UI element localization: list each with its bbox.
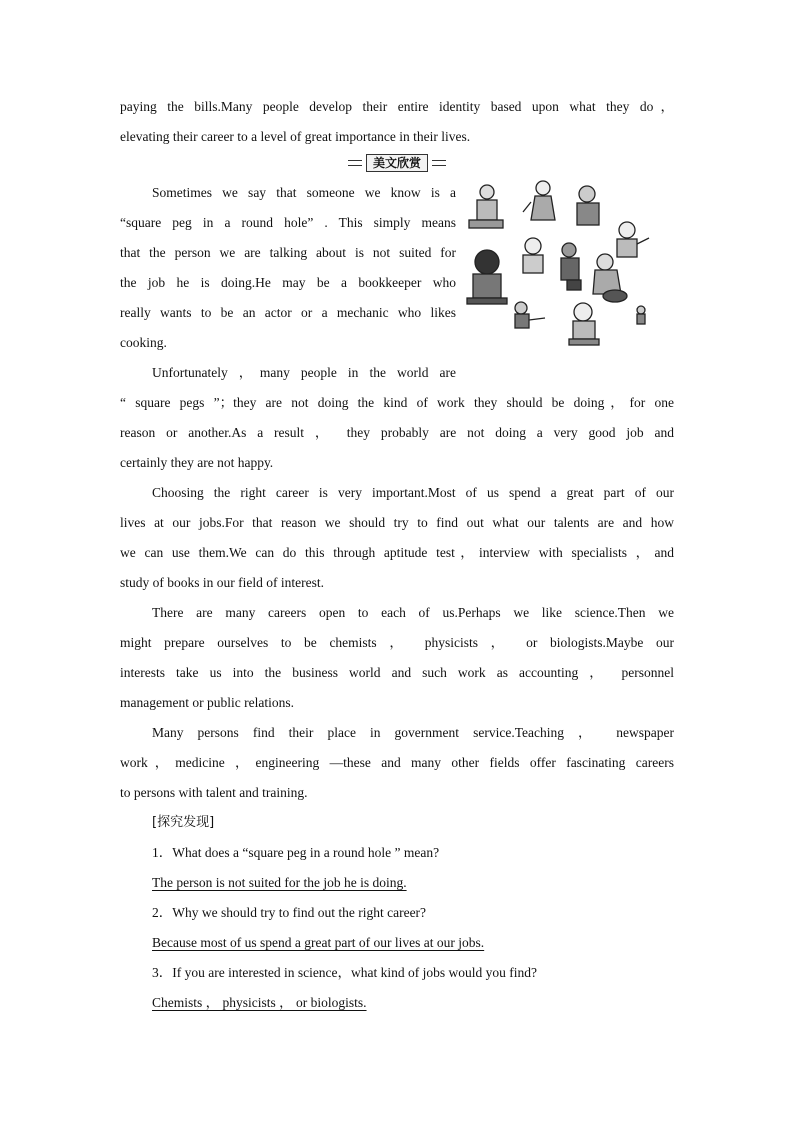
text-line: There are many careers open to each of us.Perhaps we like science.Then we <box>152 605 674 620</box>
explore-section <box>120 808 674 1018</box>
text-line: certainly they are not happy. <box>120 455 274 470</box>
paragraph-government-service <box>120 718 674 808</box>
text-line: “square peg in a round hole” . This simply means <box>120 215 456 230</box>
text-line: lives at our jobs.For that reason we should try to find out what our talents are and how <box>120 515 674 530</box>
banner-decoration <box>432 160 446 166</box>
document-page <box>120 92 674 1018</box>
text-line: study of books in our field of interest. <box>120 575 324 590</box>
paragraph-choosing-career <box>120 478 674 598</box>
banner-decoration <box>348 160 362 166</box>
text-line: management or public relations. <box>120 695 294 710</box>
text-line: might prepare ourselves to be chemists ， physicists ， or biologists.Maybe our <box>120 635 674 650</box>
illustrated-passage <box>120 178 674 388</box>
text-line: paying the bills.Many people develop their entire identity based upon what they do， <box>120 99 674 114</box>
paragraph-many-careers <box>120 598 674 718</box>
career-people-illustration <box>465 178 675 356</box>
text-line: work，medicine ，engineering —these and many other fields offer fascinating careers <box>120 755 674 770</box>
explore-heading: [探究发现] <box>152 815 215 830</box>
text-line: Sometimes we say that someone we know is a <box>152 185 456 200</box>
intro-paragraph <box>120 92 674 152</box>
paragraph-unfortunately-first <box>120 358 456 388</box>
question-2: 2．Why we should try to find out the right career? <box>152 905 427 920</box>
text-line: Choosing the right career is very important.Most of us spend a great part of our <box>152 485 674 500</box>
answer-3: Chemists ， physicists ， or biologists. <box>152 995 367 1010</box>
text-line: cooking. <box>120 335 167 350</box>
paragraph-square-peg <box>120 178 456 358</box>
question-1: 1．What does a “square peg in a round hole ” mean? <box>152 845 440 860</box>
text-line: interests take us into the business world and such work as accounting ， personnel <box>120 665 674 680</box>
text-line: elevating their career to a level of great importance in their lives. <box>120 129 471 144</box>
text-line: to persons with talent and training. <box>120 785 308 800</box>
text-line: we can use them.We can do this through aptitude test，interview with specialists ，and <box>120 545 674 560</box>
section-banner <box>120 154 674 178</box>
paragraph-unfortunately-rest <box>120 388 674 478</box>
text-line: reason or another.As a result ， they probably are not doing a very good job and <box>120 425 674 440</box>
text-line: that the person we are talking about is not suited for <box>120 245 456 260</box>
text-line: Unfortunately ，many people in the world are <box>152 365 456 380</box>
text-line: “ square pegs ”；they are not doing the kind of work they should be doing，for one <box>120 395 674 410</box>
question-3: 3．If you are interested in science，what kind of jobs would you find? <box>152 965 538 980</box>
answer-2: Because most of us spend a great part of our lives at our jobs. <box>152 935 485 950</box>
text-line: really wants to be an actor or a mechanic who likes <box>120 305 456 320</box>
text-line: the job he is doing.He may be a bookkeeper who <box>120 275 456 290</box>
answer-1: The person is not suited for the job he is doing. <box>152 875 407 890</box>
banner-label: 美文欣赏 <box>366 154 428 172</box>
text-line: Many persons find their place in government service.Teaching ， newspaper <box>152 725 674 740</box>
